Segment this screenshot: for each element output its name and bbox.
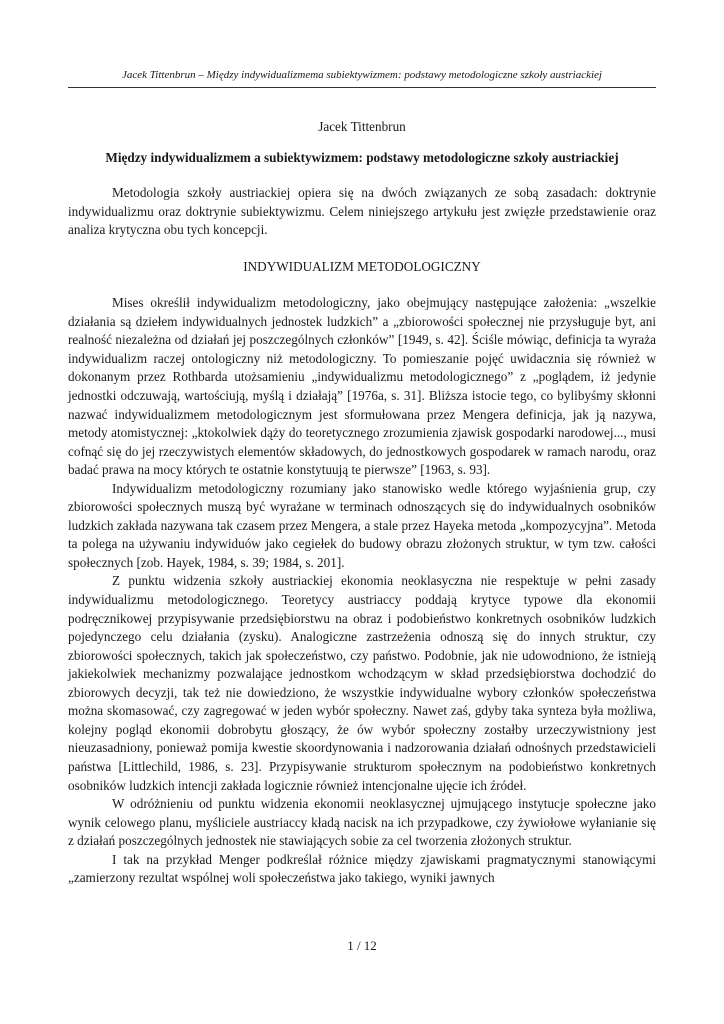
section-heading: INDYWIDUALIZM METODOLOGICZNY	[243, 258, 481, 274]
page-number: 1 / 12	[347, 938, 377, 953]
running-header: Jacek Tittenbrun – Między indywidualizmema subiektywizmem: podstawy metodologiczne szkoły austriackiej	[122, 69, 602, 81]
body-paragraph: Mises określił indywidualizm metodologiczny, jako obejmujący następujące założenia: „wszelkie działania są dziełem indywidualnych jednostek ludzkich” a „zbiorowości społecznej nie przysługuje byt, ani realność niezależna od działań jej poszczególnych członków” [1949, s. 42]. Ściśle mówiąc, definicja ta wyraża indywidualizm raczej ontologiczny niż metodologiczny. To pomieszanie pojęć uwidacznia się również w dokonanym przez Rothbarda utożsamieniu „indywidualizmu metodologicznego” z „poglądem, iż jedynie jednostki odczuwają, wartościują, myślą i działają” [1976a, s. 31]. Bliższa istocie tego, co bylibyśmy skłonni nazwać indywidualizmem metodologicznym jest sformułowana przez Mengera definicja, jak ją nazywa, metody atomistycznej: „ktokolwiek dąży do teoretycznego zrozumienia zjawisk gospodarki narodowej..., musi cofnąć się do jej rzeczywistych elementów składowych, do jednostkowych gospodarek w ramach narodu, oraz badać prawa na mocy których te ostatnie konstytuują te pierwsze” [1963, s. 93].	[68, 295, 656, 478]
author-name: Jacek Tittenbrun	[318, 119, 406, 134]
body-paragraph: W odróżnieniu od punktu widzenia ekonomii neoklasycznej ujmującego instytucje społeczne jako wynik celowego planu, myśliciele austriaccy kładą nacisk na ich przypadkowe, czy żywiołowe wyłanianie się z działań poszczególnych jednostek nie stawiających sobie za cel tworzenia złożonych struktur.	[68, 796, 656, 849]
body-paragraph: Z punktu widzenia szkoły austriackiej ekonomia neoklasyczna nie respektuje w pełni zasady indywidualizmu metodologicznego. Teoretycy austriaccy poddają krytyce typowe dla ekonomii podręcznikowej przypisywanie przedsiębiorstwu na obraz i podobieństwo konkretnych osobników ludzkich pojedynczego celu działania (zysku). Analogiczne zastrzeżenia odnoszą się do innych struktur, czy zbiorowości społecznych, takich jak społeczeństwo, czy państwo. Podobnie, jak nie udowodniono, że istnieją jakiekolwiek mechanizmy pozwalające jednostkom wchodzącym w skład przedsiębiorstwa dochodzić do zbiorowych decyzji, tak też nie dowiedziono, że wszystkie indywidualne wybory członków społeczeństwa można skomasować, czy zagregować w jeden wybór społeczny. Nawet zaś, gdyby taka synteza była możliwa, kolejny pogląd ekonomii dobrobytu głoszący, że ów wybór społeczny zostałby urzeczywistniony jest nieuzasadniony, ponieważ pomija kwestie skoordynowania i nadzorowania działań odnośnych przedstawicieli państwa [Littlechild, 1986, s. 23]. Przypisywanie strukturom społecznym na podobieństwo konkretnych osobników ludzkich intencji zakłada logicznie również intencjonalne ujęcie ich źródeł.	[68, 573, 656, 793]
header-divider	[68, 87, 656, 88]
body-paragraph: Indywidualizm metodologiczny rozumiany jako stanowisko wedle którego wyjaśnienia grup, czy zbiorowości społecznych muszą być wyrażane w terminach odnoszących się do indywidualnych osobników ludzkich zakłada nazywana tak czasem przez Mengera, a stale przez Hayeka metoda „kompozycyjna”. Metoda ta polega na używaniu indywiduów jako cegiełek do budowy obrazu złożonych struktur, w tym tzw. całości społecznych [zob. Hayek, 1984, s. 39; 1984, s. 201].	[68, 480, 656, 570]
intro-paragraph: Metodologia szkoły austriackiej opiera się na dwóch związanych ze sobą zasadach: doktrynie indywidualizmu oraz doktrynie subiektywizmu. Celem niniejszego artykułu jest zwięzłe przedstawienie oraz analiza krytyczna obu tych koncepcji.	[68, 185, 656, 238]
article-title: Między indywidualizmem a subiektywizmem: podstawy metodologiczne szkoły austriackiej	[105, 149, 619, 165]
body-paragraph: I tak na przykład Menger podkreślał różnice między zjawiskami pragmatycznymi stanowiącymi „zamierzony rezultat wspólnej woli społeczeństwa jako takiego, wyniki jawnych	[68, 851, 656, 886]
article-body	[68, 118, 656, 888]
